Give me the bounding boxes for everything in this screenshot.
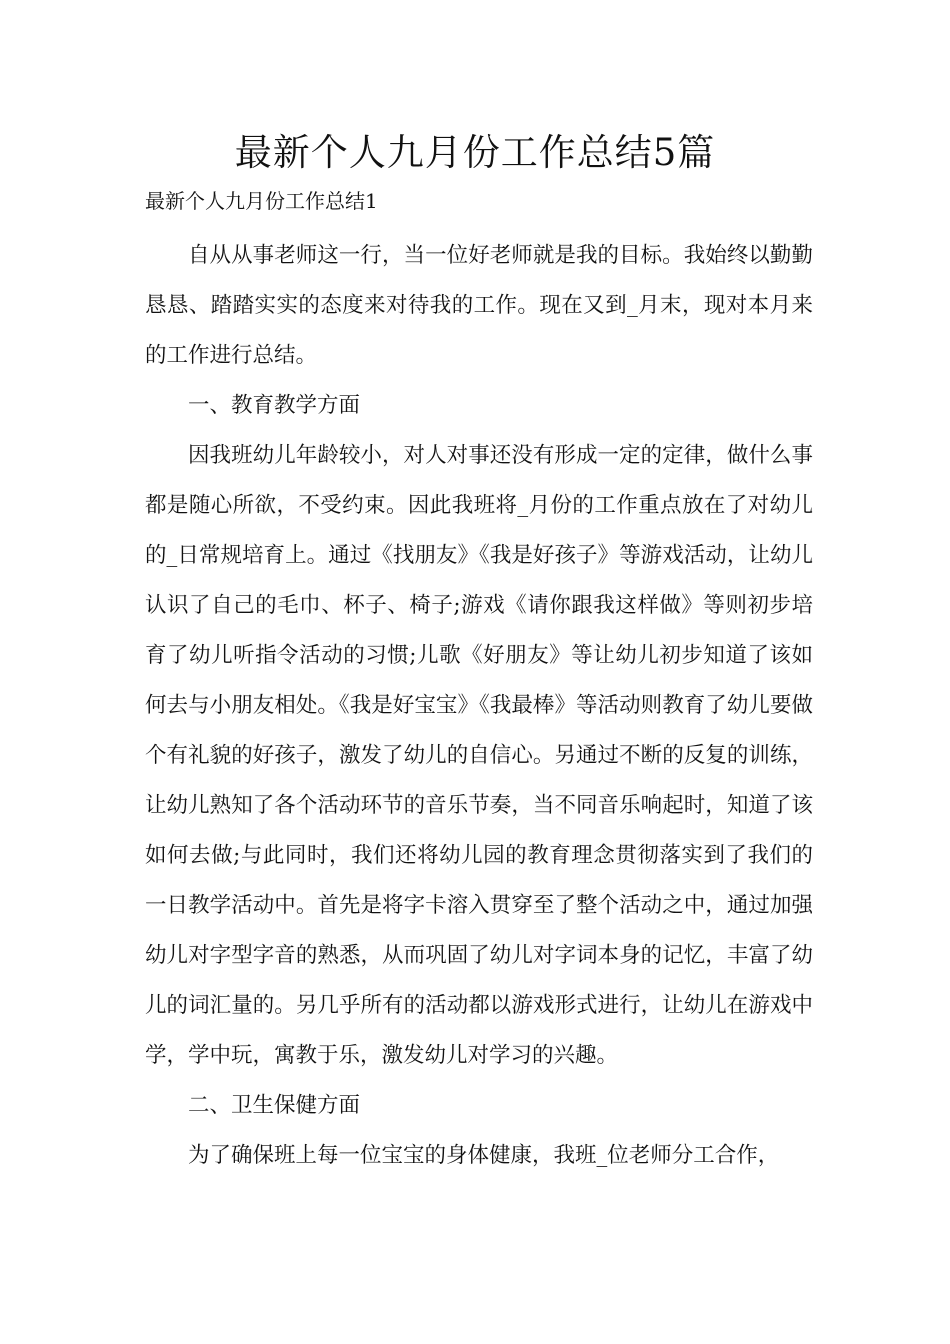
section-paragraph-education: 因我班幼儿年龄较小，对人对事还没有形成一定的定律，做什么事都是随心所欲，不受约束。因此我班将_月份的工作重点放在了对幼儿的_日常规培育上。通过《找朋友》《我是好孩子》等游戏活动，让幼儿认识了自己的毛巾、杯子、椅子;游戏《请你跟我这样做》等则初步培育了幼儿听指令活动的习惯;儿歌《好朋友》等让幼儿初步知道了该如何去与小朋友相处。《我是好宝宝》《我最棒》等活动则教育了幼儿要做个有礼貌的好孩子，激发了幼儿的自信心。另通过不断的反复的训练，让幼儿熟知了各个活动环节的音乐节奏，当不同音乐响起时，知道了该如何去做;与此同时，我们还将幼儿园的教育理念贯彻落实到了我们的一日教学活动中。首先是将字卡溶入贯穿至了整个活动之中，通过加强幼儿对字型字音的熟悉，从而巩固了幼儿对字词本身的记忆，丰富了幼儿的词汇量的。另几乎所有的活动都以游戏形式进行，让幼儿在游戏中学，学中玩，寓教于乐，激发幼儿对学习的兴趣。 (145, 443, 813, 1068)
document-title: 最新个人九月份工作总结5篇 (234, 131, 716, 174)
intro-paragraph: 自从从事老师这一行，当一位好老师就是我的目标。我始终以勤勤恳恳、踏踏实实的态度来对待我的工作。现在又到_月末，现对本月来的工作进行总结。 (145, 243, 813, 368)
document-subtitle: 最新个人九月份工作总结1 (145, 189, 378, 213)
section-paragraph-health: 为了确保班上每一位宝宝的身体健康，我班_位老师分工合作， (188, 1143, 780, 1168)
document-body (145, 231, 813, 1181)
section-heading-health: 二、卫生保健方面 (188, 1093, 361, 1118)
section-heading-education: 一、教育教学方面 (188, 393, 361, 418)
